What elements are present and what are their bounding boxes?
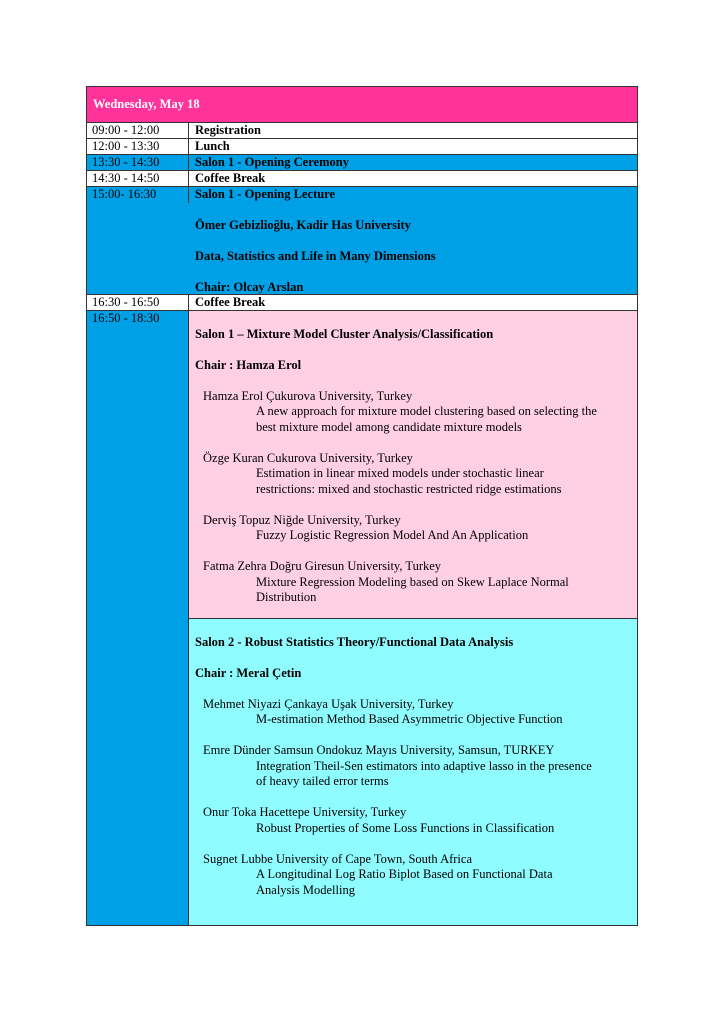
- row-time: 15:00- 16:30: [87, 187, 189, 203]
- row-time: 09:00 - 12:00: [87, 123, 189, 139]
- session-time: 16:50 - 18:30: [87, 311, 189, 925]
- schedule-row: [87, 154, 637, 170]
- lecture-chair: Chair: Olcay Arslan: [195, 280, 304, 294]
- talk-speaker: Sugnet Lubbe University of Cape Town, South Africa: [203, 851, 472, 866]
- salon2-chair: Chair : Meral Çetin: [195, 665, 302, 680]
- talk-speaker: Onur Toka Hacettepe University, Turkey: [203, 805, 407, 819]
- lecture-block: [189, 187, 637, 294]
- salon2-block: [189, 619, 637, 925]
- talk-title: Analysis Modelling: [256, 882, 355, 897]
- schedule-row: [87, 294, 637, 310]
- talk-title: of heavy tailed error terms: [256, 774, 389, 788]
- talk-title: restrictions: mixed and stochastic restricted ridge estimations: [256, 481, 562, 496]
- schedule-row: [87, 138, 637, 154]
- talk-title: M-estimation Method Based Asymmetric Objective Function: [256, 712, 563, 726]
- talk-title: A new approach for mixture model clustering based on selecting the: [256, 404, 597, 418]
- lecture-speaker: Ömer Gebizlioğlu, Kadir Has University: [195, 218, 411, 232]
- row-title: Lunch: [195, 139, 230, 153]
- talk-title: Mixture Regression Modeling based on Skew Laplace Normal: [256, 574, 569, 589]
- talk-speaker: Emre Dünder Samsun Ondokuz Mayıs University, Samsun, TURKEY: [203, 743, 555, 757]
- talk-title: Estimation in linear mixed models under stochastic linear: [256, 466, 544, 480]
- row-title: Coffee Break: [195, 171, 266, 185]
- session-content: [189, 311, 637, 925]
- lecture-row: [87, 186, 637, 294]
- lecture-talk: Data, Statistics and Life in Many Dimensions: [195, 249, 436, 263]
- row-title: Salon 1 - Opening Ceremony: [195, 155, 349, 169]
- schedule-table: [86, 86, 638, 926]
- talk-speaker: Özge Kuran Cukurova University, Turkey: [203, 450, 413, 465]
- session-row: [87, 310, 637, 925]
- talk-title: Fuzzy Logistic Regression Model And An Application: [256, 528, 529, 542]
- schedule-row: [87, 170, 637, 186]
- row-time: 12:00 - 13:30: [87, 139, 189, 155]
- row-time: 13:30 - 14:30: [87, 155, 189, 171]
- talk-speaker: Mehmet Niyazi Çankaya Uşak University, Turkey: [203, 696, 454, 711]
- lecture-title: Salon 1 - Opening Lecture: [195, 187, 336, 201]
- talk-title: Integration Theil-Sen estimators into adaptive lasso in the presence: [256, 758, 592, 773]
- salon1-block: [189, 311, 637, 619]
- salon2-title: Salon 2 - Robust Statistics Theory/Functional Data Analysis: [195, 634, 514, 649]
- talk-speaker: Hamza Erol Çukurova University, Turkey: [203, 388, 413, 403]
- row-time: 16:30 - 16:50: [87, 295, 189, 311]
- day-header: Wednesday, May 18: [87, 87, 637, 122]
- row-title: Coffee Break: [195, 295, 266, 309]
- talk-speaker: Derviş Topuz Niğde University, Turkey: [203, 512, 401, 527]
- talk-title: Distribution: [256, 590, 317, 604]
- talk-title: best mixture model among candidate mixture models: [256, 419, 522, 434]
- row-time: 14:30 - 14:50: [87, 171, 189, 187]
- salon1-chair: Chair : Hamza Erol: [195, 357, 302, 372]
- talk-title: A Longitudinal Log Ratio Biplot Based on Functional Data: [256, 867, 553, 881]
- talk-title: Robust Properties of Some Loss Functions in Classification: [256, 820, 555, 835]
- schedule-row: [87, 122, 637, 138]
- salon1-title: Salon 1 – Mixture Model Cluster Analysis/Classification: [195, 326, 494, 341]
- talk-speaker: Fatma Zehra Doğru Giresun University, Turkey: [203, 559, 442, 573]
- row-title: Registration: [195, 123, 261, 137]
